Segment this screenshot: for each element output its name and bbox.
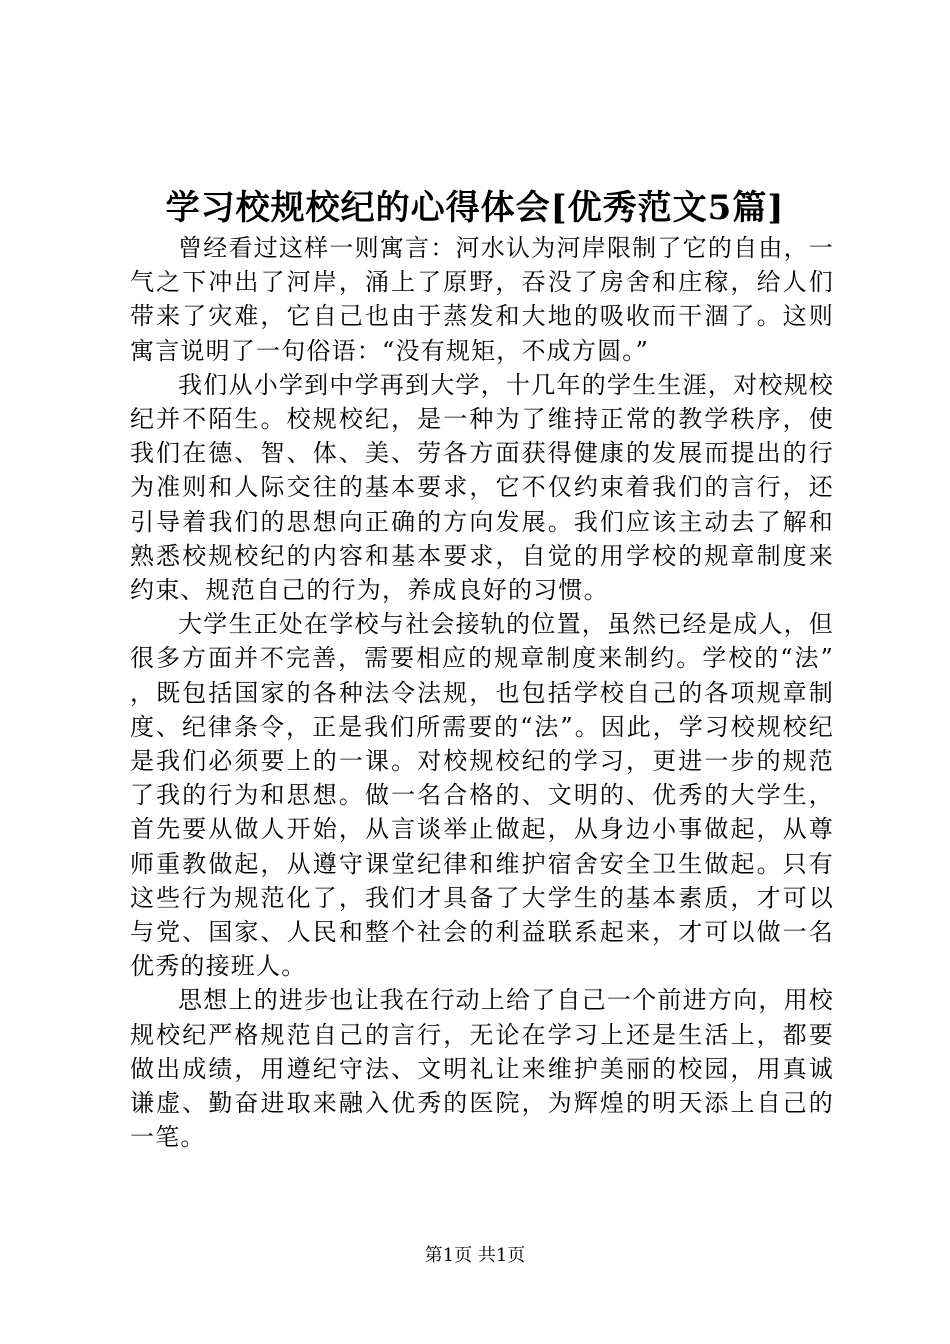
paragraph-3: 大学生正处在学校与社会接轨的位置，虽然已经是成人，但很多方面并不完善，需要相应的规章制度来制约。学校的“法”，既包括国家的各种法令法规，也包括学校自己的各项规章制度、纪律条令，正是我们所需要的“法”。因此，学习校规校纪是我们必须要上的一课。对校规校纪的学习，更进一步的规范了我的行为和思想。做一名合格的、文明的、优秀的大学生，首先要从做人开始，从言谈举止做起，从身边小事做起，从尊师重教做起，从遵守课堂纪律和维护宿舍安全卫生做起。只有这些行为规范化了，我们才具备了大学生的基本素质，才可以与党、国家、人民和整个社会的利益联系起来，才可以做一名优秀的接班人。 — [130, 610, 834, 981]
document-title: 学习校规校纪的心得体会[优秀范文5篇] — [165, 188, 785, 228]
paragraph-4: 思想上的进步也让我在行动上给了自己一个前进方向，用校规校纪严格规范自己的言行，无论在学习上还是生活上，都要做出成绩，用遵纪守法、文明礼让来维护美丽的校园，用真诚谦虚、勤奋进取来融入优秀的医院，为辉煌的明天添上自己的一笔。 — [130, 986, 834, 1152]
paragraph-2: 我们从小学到中学再到大学，十几年的学生生涯，对校规校纪并不陌生。校规校纪，是一种为了维持正常的教学秩序，使我们在德、智、体、美、劳各方面获得健康的发展而提出的行为准则和人际交往的基本要求，它不仅约束着我们的言行，还引导着我们的思想向正确的方向发展。我们应该主动去了解和熟悉校规校纪的内容和基本要求，自觉的用学校的规章制度来约束、规范自己的行为，养成良好的习惯。 — [130, 370, 834, 605]
page-footer: 第1页 共1页 — [424, 1245, 526, 1266]
document-body — [130, 231, 834, 1154]
paragraph-1: 曾经看过这样一则寓言：河水认为河岸限制了它的自由，一气之下冲出了河岸，涌上了原野，吞没了房舍和庄稼，给人们带来了灾难，它自己也由于蒸发和大地的吸收而干涸了。这则寓言说明了一句俗语：“没有规矩，不成方圆。” — [130, 234, 834, 365]
